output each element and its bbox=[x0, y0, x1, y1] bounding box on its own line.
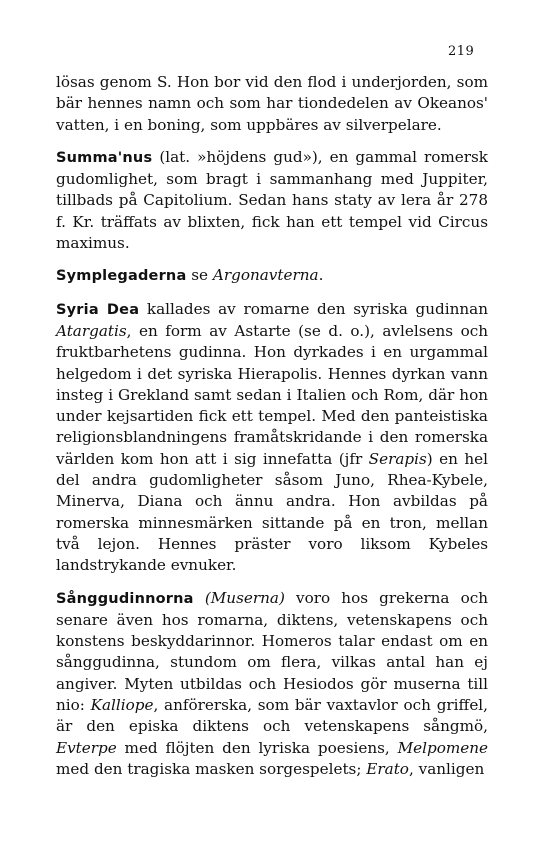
entry-text: se bbox=[186, 266, 213, 285]
cross-reference: Serapis bbox=[368, 449, 427, 468]
entry-symplegaderna bbox=[56, 265, 488, 287]
italic-term: Atargatis bbox=[56, 321, 127, 340]
entry-text: , en form av Astarte (se d. o.), avlelsens och fruktbarhetens gudinna. Hon dyrkades i en urgammal helgedom i det syriska Hierapolis. Hennes dyrkan vann insteg i Grekland samt sedan i Italien och Rom, där hon under kejsartiden fick ett tempel. Med den panteistiska religionsblandningens framåtskridande i den romerska världen kom hon att i sig innefatta (jfr bbox=[56, 321, 488, 468]
entry-headword: Summa'nus bbox=[56, 149, 153, 166]
page-number: 219 bbox=[448, 44, 475, 59]
paragraph-continuation bbox=[56, 72, 488, 136]
entry-text: ) en hel del andra gudomligheter såsom Juno, Rhea-Kybele, Minerva, Diana och ännu andra. Hon avbildas på romerska minnesmärken sittande på en tron, mellan två lejon. Hennes präster voro liksom Kybeles landstrykande evnuker. bbox=[56, 449, 488, 575]
muse-name: Evterpe bbox=[56, 738, 117, 757]
entry-text: med den tragiska masken sorgespelets; bbox=[56, 759, 367, 778]
paragraph-text: lösas genom S. Hon bor vid den flod i underjorden, som bär hennes namn och som har tiondedelen av Okeanos' vatten, i en boning, som uppbäres av silverpelare. bbox=[56, 73, 488, 134]
entry-text: med flöjten den lyriska poesiens, bbox=[116, 738, 398, 757]
italic-term: (Muserna) bbox=[204, 588, 285, 607]
entry-syria-dea bbox=[56, 299, 488, 577]
entry-sanggudinnorna bbox=[56, 588, 488, 781]
page-body bbox=[56, 72, 488, 791]
muse-name: Melpomene bbox=[397, 738, 488, 757]
entry-summanus bbox=[56, 147, 488, 254]
entry-text: (lat. »höjdens gud»), en gammal romersk gudomlighet, som bragt i sammanhang med Juppiter, tillbads på Capitolium. Sedan hans staty av lera år 278 f. Kr. träffats av blixten, fick han ett tempel vid Circus maximus. bbox=[56, 147, 488, 253]
entry-text: , vanligen bbox=[408, 759, 485, 778]
entry-headword: Symplegaderna bbox=[56, 268, 187, 285]
entry-headword: Syria Dea bbox=[56, 301, 140, 318]
entry-text: kallades av romarne den syriska gudinnan bbox=[139, 299, 488, 318]
entry-headword: Sånggudinnorna bbox=[56, 590, 194, 607]
entry-text: , anförerska, som bär vaxtavlor och griffel, är den episka diktens och vetenskapens sångmö, bbox=[56, 696, 488, 736]
muse-name: Erato bbox=[366, 759, 409, 778]
entry-text: voro hos grekerna och senare även hos romarna, diktens, vetenskapens och konstens beskyddarinnor. Homeros talar endast om en sånggudinna, stundom om flera, vilkas antal han ej angiver. Myten utbildas och Hesiodos gör muserna till nio: bbox=[56, 588, 488, 715]
cross-reference: Argonavterna bbox=[212, 266, 319, 285]
entry-text: . bbox=[318, 266, 324, 285]
muse-name: Kalliope bbox=[90, 696, 154, 715]
